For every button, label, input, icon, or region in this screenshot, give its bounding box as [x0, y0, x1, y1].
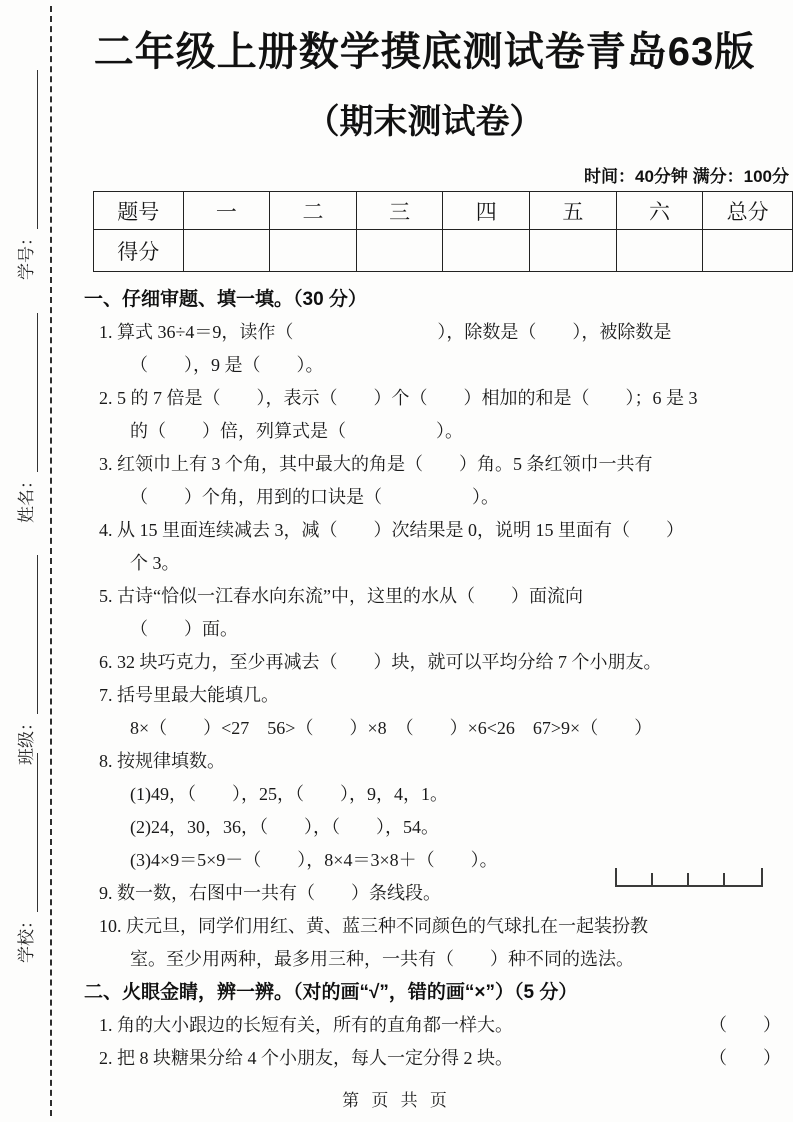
q8-subitem-3: (3)4×9＝5×9－（ ），8×4＝3×8＋（ ）。 [130, 850, 498, 870]
header-cell-1: 一 [183, 192, 270, 230]
q2-line-2: 的（ ）倍，列算式是（ ）。 [130, 421, 463, 441]
q4-line-1: 4. 从 15 里面连续减去 3，减（ ）次结果是 0，说明 15 里面有（ ） [99, 520, 684, 540]
line-segment-figure [615, 865, 763, 887]
sidebar-field-class [14, 555, 38, 765]
q6-line: 6. 32 块巧克力，至少再减去（ ）块，就可以平均分给 7 个小朋友。 [99, 652, 662, 672]
q7-expression: 8×（ ）<27 56>（ ）×8 （ ）×6<26 67>9×（ ） [130, 718, 653, 738]
q1-line-1: 1. 算式 36÷4＝9，读作（ ），除数是（ ），被除数是 [99, 322, 672, 342]
q1-line-2: （ ），9 是（ ）。 [130, 355, 324, 375]
sidebar-field-name [14, 313, 38, 523]
q5-line-1: 5. 古诗“恰似一江春水向东流”中，这里的水从（ ）面流向 [99, 586, 583, 606]
q5-line-2: （ ）面。 [130, 619, 238, 639]
q10-line-1: 10. 庆元旦，同学们用红、黄、蓝三种不同颜色的气球扎在一起装扮教 [99, 916, 648, 936]
class-label: 班级： [17, 714, 36, 765]
school-label: 学校： [17, 912, 36, 963]
exam-body [84, 283, 791, 1075]
header-cell-total: 总分 [703, 192, 793, 230]
header-cell-question-number: 题号 [94, 192, 184, 230]
fill-line [17, 753, 38, 912]
page-title: 二年级上册数学摸底测试卷青岛63版 [93, 30, 756, 74]
score-table-score-row [94, 230, 793, 272]
section2-q1-text: 1. 角的大小跟边的长短有关，所有的直角都一样大。 [99, 1015, 513, 1035]
q7-line: 7. 括号里最大能填几。 [99, 685, 279, 705]
score-cell [703, 230, 793, 272]
score-cell [443, 230, 530, 272]
score-table [93, 191, 793, 272]
segment-tick [615, 868, 617, 885]
header-cell-3: 三 [356, 192, 443, 230]
q2-line-1: 2. 5 的 7 倍是（ ），表示（ ）个（ ）相加的和是（ ）；6 是 3 [99, 388, 698, 408]
fill-line [17, 70, 38, 229]
sidebar-field-school [14, 753, 38, 963]
q3-line-1: 3. 红领巾上有 3 个角，其中最大的角是（ ）角。5 条红领巾一共有 [99, 454, 653, 474]
section2-q2-text: 2. 把 8 块糖果分给 4 个小朋友，每人一定分得 2 块。 [99, 1048, 513, 1068]
section-1-heading: 一、仔细审题、填一填。（30 分） [84, 289, 367, 310]
score-table-header-row [94, 192, 793, 230]
answer-blank: （ ） [709, 1015, 781, 1035]
score-row-label: 得分 [94, 230, 184, 272]
segment-tick [723, 873, 725, 885]
q4-line-2: 个 3。 [130, 553, 180, 573]
segment-tick [651, 873, 653, 885]
q8-subitem-2: (2)24，30，36，（ ），（ ），54。 [130, 817, 439, 837]
header-cell-4: 四 [443, 192, 530, 230]
q10-line-2: 室。至少用两种，最多用三种，一共有（ ）种不同的选法。 [130, 949, 634, 969]
q3-line-2: （ ）个角，用到的口诀是（ ）。 [130, 487, 499, 507]
q9-line: 9. 数一数，右图中一共有（ ）条线段。 [99, 883, 441, 903]
page-footer: 第 页 共 页 [342, 1091, 451, 1110]
header-cell-5: 五 [530, 192, 617, 230]
score-cell [616, 230, 703, 272]
fill-line [17, 555, 38, 714]
section2-q1-line [84, 1009, 791, 1042]
answer-blank: （ ） [709, 1048, 781, 1068]
score-cell [270, 230, 357, 272]
sidebar-field-student-number [14, 70, 38, 280]
page-subtitle: （期末测试卷） [305, 103, 544, 141]
binding-line [50, 6, 52, 1116]
score-cell [356, 230, 443, 272]
score-cell [530, 230, 617, 272]
header-cell-2: 二 [270, 192, 357, 230]
segment-tick [761, 868, 763, 885]
exam-meta: 时间：40分钟 满分：100分 [584, 167, 789, 186]
name-label: 姓名： [17, 472, 36, 523]
score-cell [183, 230, 270, 272]
header-cell-6: 六 [616, 192, 703, 230]
section2-q2-line [84, 1042, 791, 1075]
q8-line: 8. 按规律填数。 [99, 751, 225, 771]
segment-tick [687, 873, 689, 885]
fill-line [17, 313, 38, 472]
student-number-label: 学号： [17, 229, 36, 280]
q8-subitem-1: (1)49，（ ），25，（ ），9，4，1。 [130, 784, 448, 804]
section-2-heading: 二、火眼金睛，辨一辨。（对的画“√”，错的画“×”）（5 分） [84, 982, 578, 1003]
